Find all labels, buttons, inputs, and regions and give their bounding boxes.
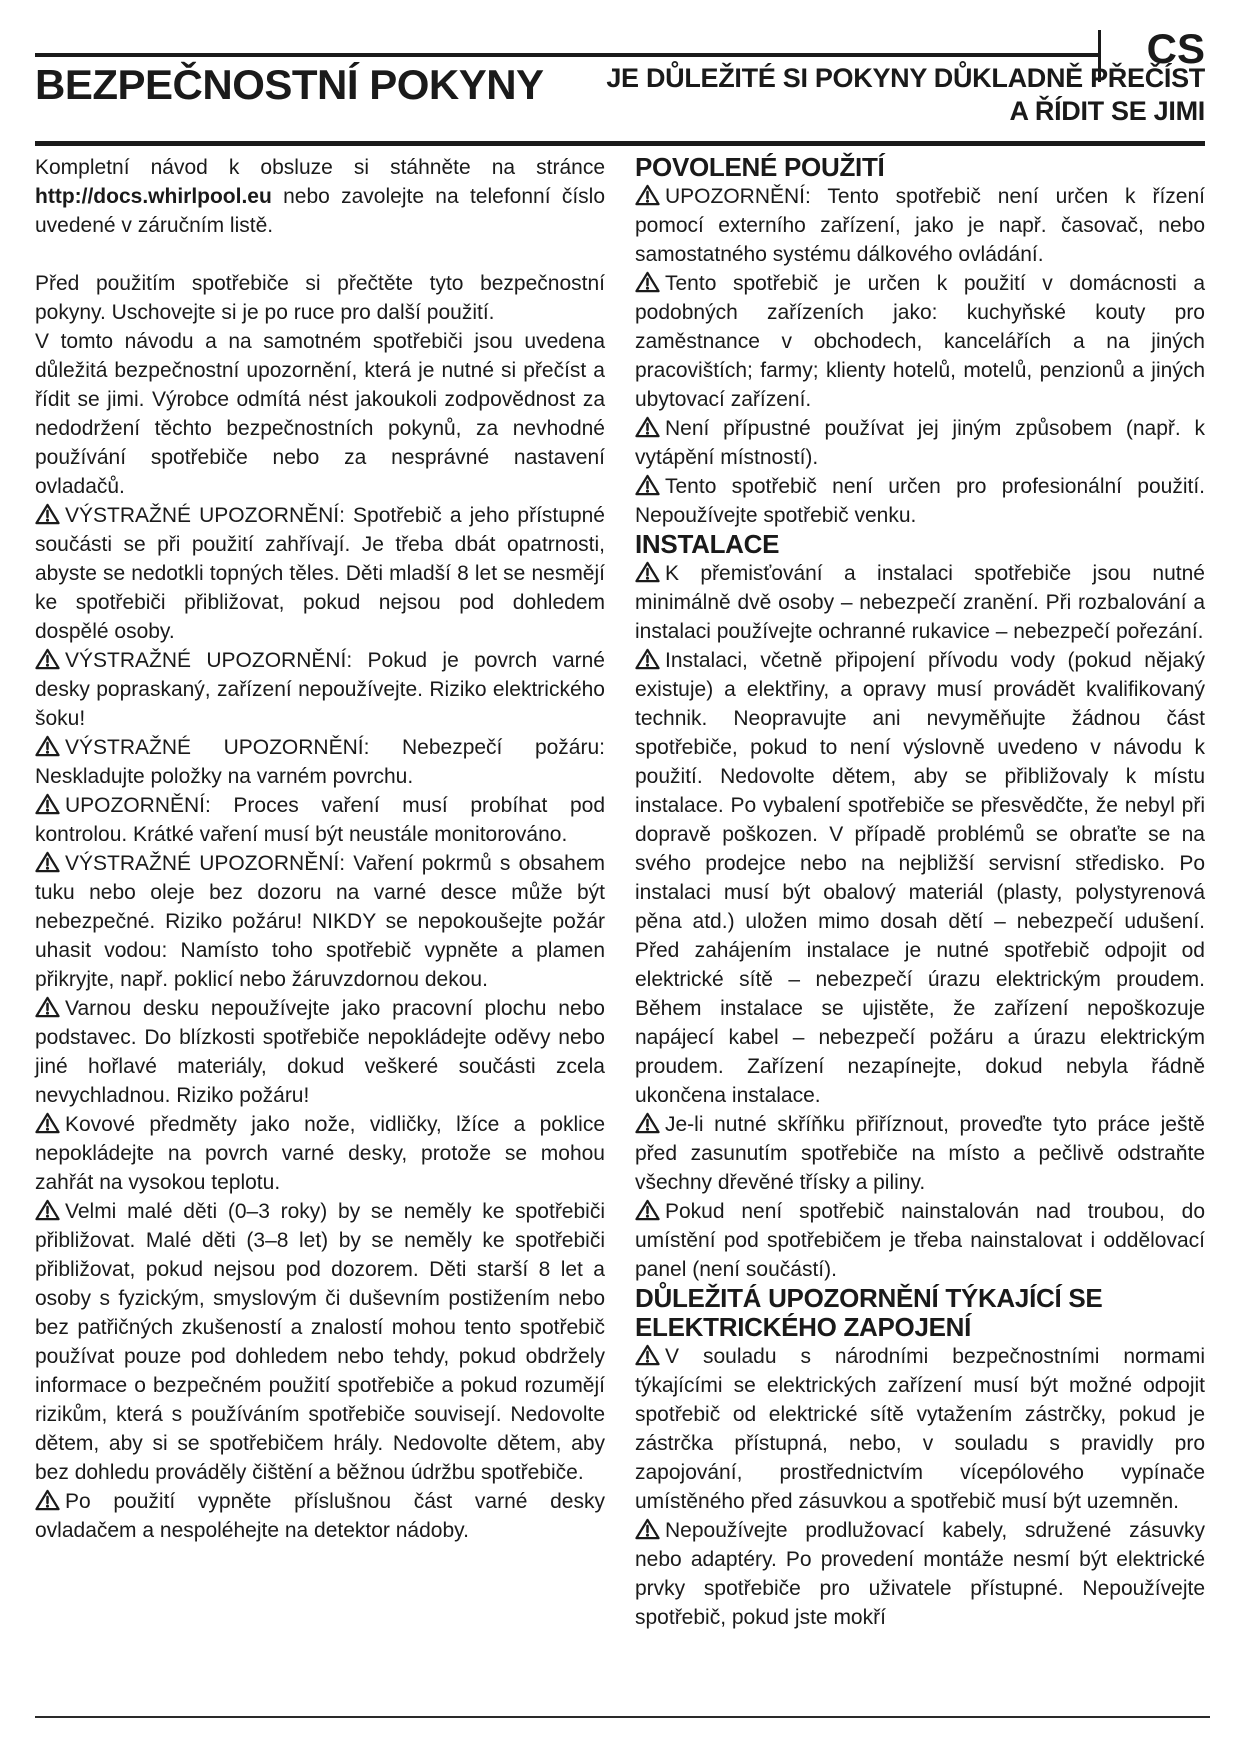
two-column-text	[35, 153, 1205, 1632]
warning-triangle-icon	[35, 851, 60, 873]
warning-triangle-icon	[635, 648, 660, 670]
paragraph-text: Není přípustné používat jej jiným způsobem (např. k vytápění místností).	[635, 417, 1205, 469]
paragraph	[635, 1516, 1205, 1632]
section-heading: POVOLENÉ POUŽITÍ	[635, 152, 885, 182]
subtitle-line-1: JE DŮLEŽITÉ SI POKYNY DŮKLADNĚ PŘEČÍST	[606, 63, 1205, 93]
paragraph-text: Tento spotřebič je určen k použití v domácnosti a podobných zařízeních jako: kuchyňské kouty pro zaměstnance v obchodech, kancelářích a na jiných pracovištích; farmy; klienty hotelů, motelů, penzionů a jiných ubytovací zařízení.	[635, 272, 1205, 411]
paragraph	[635, 414, 1205, 472]
paragraph-text: VÝSTRAŽNÉ UPOZORNĚNÍ: Pokud je povrch varné desky popraskaný, zařízení nepoužívejte. Riziko elektrického šoku!	[35, 649, 605, 730]
paragraph-text: V souladu s národními bezpečnostními normami týkajícími se elektrických zařízení musí být možné odpojit spotřebič od elektrické sítě vytažením zástrčky, pokud je zástrčka přístupná, nebo, v souladu s pravidly pro zapojování, prostřednictvím vícepólového vypínače umístěného před zásuvkou a spotřebič musí být uzemněn.	[635, 1345, 1205, 1513]
paragraph-gap	[35, 240, 605, 269]
paragraph-text: Tento spotřebič není určen pro profesionální použití. Nepoužívejte spotřebič venku.	[635, 475, 1205, 527]
left-column	[35, 153, 605, 1632]
warning-triangle-icon	[635, 1112, 660, 1134]
footer-rule	[35, 1716, 1210, 1718]
paragraph-text: Nepoužívejte prodlužovací kabely, sdružené zásuvky nebo adaptéry. Po provedení montáže nesmí být elektrické prvky spotřebiče pro uživatele přístupné. Nepoužívejte spotřebič, pokud jste mokří	[635, 1519, 1205, 1629]
paragraph-text: Po použití vypněte příslušnou část varné desky ovladačem a nespoléhejte na detektor nádoby.	[35, 1490, 605, 1542]
warning-triangle-icon	[635, 1344, 660, 1366]
section-heading: DŮLEŽITÁ UPOZORNĚNÍ TÝKAJÍCÍ SE ELEKTRICKÉHO ZAPOJENÍ	[635, 1283, 1103, 1342]
warning-triangle-icon	[635, 1518, 660, 1540]
paragraph-text: Velmi malé děti (0–3 roky) by se neměly ke spotřebiči přibližovat. Malé děti (3–8 let) by se neměly ke spotřebiči přibližovat, pokud nejsou pod dozorem. Děti starší 8 let a osoby s fyzickým, smyslovým či duševním postižením nebo bez patřičných zkušeností a znalostí mohou tento spotřebič používat pouze pod dohledem nebo tehdy, pokud obdržely informace o bezpečném použití spotřebiče a pokud rozumějí rizikům, která s používáním spotřebiče souvisejí. Nedovolte dětem, aby si se spotřebičem hrály. Nedovolte dětem, aby bez dohledu prováděly čištění a běžnou údržbu spotřebiče.	[35, 1200, 605, 1484]
warning-triangle-icon	[635, 184, 660, 206]
paragraph	[35, 994, 605, 1110]
header	[35, 62, 1205, 128]
paragraph	[35, 849, 605, 994]
warning-triangle-icon	[35, 996, 60, 1018]
paragraph	[35, 501, 605, 646]
warning-triangle-icon	[635, 561, 660, 583]
paragraph	[35, 733, 605, 791]
paragraph-text: Je-li nutné skříňku přiříznout, proveďte tyto práce ještě před zasunutím spotřebiče na místo a pečlivě odstraňte všechny dřevěné třísky a piliny.	[635, 1113, 1205, 1194]
paragraph-text: VÝSTRAŽNÉ UPOZORNĚNÍ: Vaření pokrmů s obsahem tuku nebo oleje bez dozoru na varné desce může být nebezpečné. Riziko požáru! NIKDY se nepokoušejte požár uhasit vodou: Namísto toho spotřebič vypněte a plamen přikryjte, např. poklicí nebo žáruvzdornou dekou.	[35, 852, 605, 991]
paragraph-text: V tomto návodu a na samotném spotřebiči jsou uvedena důležitá bezpečnostní upozornění, která je nutné si přečíst a řídit se jimi. Výrobce odmítá nést jakoukoli zodpovědnost za nedodržení těchto bezpečnostních pokynů, za nevhodné používání spotřebiče nebo za nesprávné nastavení ovladačů.	[35, 330, 605, 498]
paragraph	[635, 1110, 1205, 1197]
language-code-label: CS	[1146, 25, 1205, 72]
manual-url: http://docs.whirlpool.eu	[35, 185, 272, 208]
warning-triangle-icon	[35, 793, 60, 815]
warning-triangle-icon	[35, 735, 60, 757]
warning-triangle-icon	[35, 648, 60, 670]
paragraph	[635, 1342, 1205, 1516]
paragraph	[35, 1110, 605, 1197]
paragraph-text: Kompletní návod k obsluze si stáhněte na stránce	[35, 156, 605, 179]
paragraph	[635, 269, 1205, 414]
paragraph-text: Instalaci, včetně připojení přívodu vody (pokud nějaký existuje) a elektřiny, a opravy musí provádět kvalifikovaný technik. Neopravujte ani nevyměňujte žádnou část spotřebiče, pokud to není výslovně uvedeno v návodu k použití. Nedovolte dětem, aby se přibližovaly k místu instalace. Po vybalení spotřebiče se přesvědčte, že nebyl při dopravě poškozen. V případě problémů se obraťte se na svého prodejce nebo na nejbližší servisní středisko. Po instalaci musí být obalový materiál (plasty, polystyrenová pěna atd.) uložen mimo dosah dětí – nebezpečí udušení. Před zahájením instalace je nutné spotřebič odpojit od elektrické sítě – nebezpečí úrazu elektrickým proudem. Během instalace se ujistěte, že zařízení nepoškozuje napájecí kabel – nebezpečí požáru a úrazu elektrickým proudem. Zařízení nezapínejte, dokud nebyla řádně ukončena instalace.	[635, 649, 1205, 1107]
paragraph	[635, 182, 1205, 269]
warning-triangle-icon	[35, 1112, 60, 1134]
paragraph-text: Pokud není spotřebič nainstalován nad troubou, do umístění pod spotřebičem je třeba nainstalovat i oddělovací panel (není součástí).	[635, 1200, 1205, 1281]
paragraph	[35, 646, 605, 733]
page-title: BEZPEČNOSTNÍ POKYNY	[35, 61, 544, 108]
paragraph-text: Varnou desku nepoužívejte jako pracovní plochu nebo podstavec. Do blízkosti spotřebiče nepokládejte oděvy nebo jiné hořlavé materiály, dokud veškeré součásti zcela nevychladnou. Riziko požáru!	[35, 997, 605, 1107]
warning-triangle-icon	[635, 416, 660, 438]
paragraph	[635, 472, 1205, 530]
paragraph-text: K přemisťování a instalaci spotřebiče jsou nutné minimálně dvě osoby – nebezpečí zranění. Při rozbalování a instalaci používejte ochranné rukavice – nebezpečí pořezání.	[635, 562, 1205, 643]
paragraph	[35, 269, 605, 327]
paragraph	[35, 153, 605, 240]
paragraph	[635, 1197, 1205, 1284]
paragraph	[35, 791, 605, 849]
warning-triangle-icon	[635, 474, 660, 496]
title-divider-rule	[35, 141, 1205, 146]
paragraph	[35, 1197, 605, 1487]
warning-triangle-icon	[35, 1199, 60, 1221]
paragraph-text: UPOZORNĚNÍ: Tento spotřebič není určen k řízení pomocí externího zařízení, jako je např. časovač, nebo samostatného systému dálkového ovládání.	[635, 185, 1205, 266]
right-column	[635, 153, 1205, 1632]
header-rule	[35, 53, 1098, 57]
paragraph-text: VÝSTRAŽNÉ UPOZORNĚNÍ: Spotřebič a jeho přístupné součásti se při použití zahřívají. Je třeba dbát opatrnosti, abyste se nedotkli topných těles. Děti mladší 8 let se nesmějí ke spotřebiči přibližovat, pokud nejsou pod dohledem dospělé osoby.	[35, 504, 605, 643]
paragraph	[35, 1487, 605, 1545]
subtitle-line-2: A ŘÍDIT SE JIMI	[1009, 96, 1205, 126]
paragraph-text: Kovové předměty jako nože, vidličky, lžíce a poklice nepokládejte na povrch varné desky, protože se mohou zahřát na vysokou teplotu.	[35, 1113, 605, 1194]
paragraph	[35, 327, 605, 501]
page-subtitle	[606, 62, 1205, 128]
section-heading: INSTALACE	[635, 529, 780, 559]
paragraph-text: UPOZORNĚNÍ: Proces vaření musí probíhat pod kontrolou. Krátké vaření musí být neustále monitorováno.	[35, 794, 605, 846]
paragraph-text: Před použitím spotřebiče si přečtěte tyto bezpečnostní pokyny. Uschovejte si je po ruce pro další použití.	[35, 272, 605, 324]
warning-triangle-icon	[635, 1199, 660, 1221]
warning-triangle-icon	[35, 503, 60, 525]
warning-triangle-icon	[635, 271, 660, 293]
paragraph-text: nebo zavolejte na telefonní číslo uvedené v záručním listě.	[35, 185, 605, 237]
paragraph	[635, 646, 1205, 1110]
paragraph-text: VÝSTRAŽNÉ UPOZORNĚNÍ: Nebezpečí požáru: Neskladujte položky na varném povrchu.	[35, 736, 605, 788]
paragraph	[635, 559, 1205, 646]
warning-triangle-icon	[35, 1489, 60, 1511]
